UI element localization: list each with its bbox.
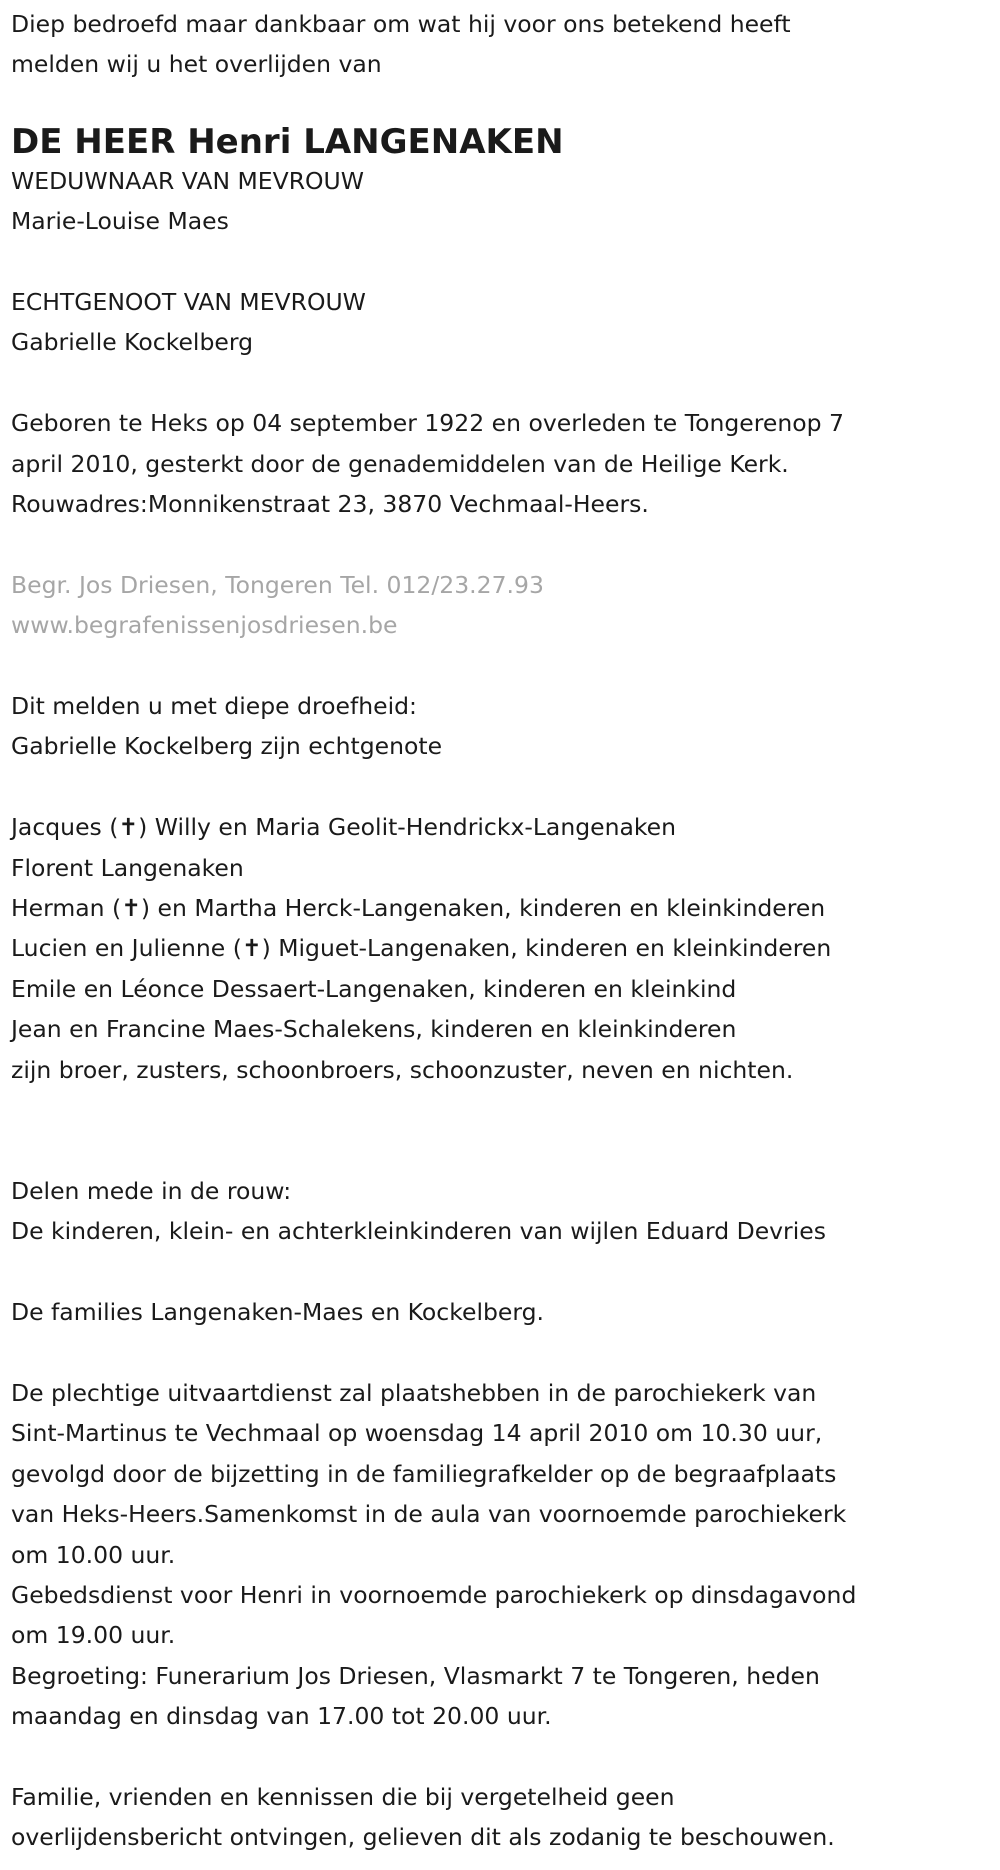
spouse-title: WEDUWNAAR VAN MEVROUW [11,166,364,195]
family-section [11,807,996,1090]
spouse-current-section [11,282,996,363]
intro-line: Diep bedroefd maar dankbaar om wat hij voor ons betekend heeft [11,10,791,38]
closing-section [11,1777,996,1858]
service-line: maandag en dinsdag van 17.00 tot 20.00 uur. [11,1702,552,1731]
service-line: De plechtige uitvaartdienst zal plaatshebben in de parochiekerk van [11,1378,817,1407]
spacer [11,524,996,564]
announce-section [11,686,996,767]
service-line: om 19.00 uur. [11,1621,176,1650]
spacer [11,1332,996,1372]
family-member-line [11,807,996,847]
service-line: van Heks-Heers.Samenkomst in de aula van voornoemde parochiekerk [11,1500,847,1529]
cross-icon: ✝ [118,813,139,842]
cross-icon: ✝ [241,934,262,963]
mourning-section [11,1171,996,1252]
spacer [11,646,996,686]
family-text: ) Miguet-Langenaken, kinderen en kleinkinderen [261,934,832,963]
birth-death-section [11,403,996,524]
closing-line: Familie, vrienden en kennissen die bij vergetelheid geen [11,1782,675,1811]
service-line: gevolgd door de bijzetting in de familiegrafkelder op de begraafplaats [11,1459,837,1488]
deceased-name: DE HEER Henri LANGENAKEN [11,121,564,162]
family-member-line: Emile en Léonce Dessaert-Langenaken, kinderen en kleinkind [11,974,737,1003]
family-member-line: Jean en Francine Maes-Schalekens, kinderen en kleinkinderen [11,1015,737,1044]
family-text: Jacques ( [11,813,119,842]
spacer [11,1737,996,1777]
service-section [11,1373,996,1737]
family-member-line [11,888,996,928]
undertaker-contact: Begr. Jos Driesen, Tongeren Tel. 012/23.27.93 [11,570,544,599]
service-line: Sint-Martinus te Vechmaal op woensdag 14 april 2010 om 10.30 uur, [11,1419,823,1448]
spouse-name: Marie-Louise Maes [11,207,229,236]
family-text: ) en Martha Herck-Langenaken, kinderen en kleinkinderen [140,894,826,923]
spouse-title: ECHTGENOOT VAN MEVROUW [11,288,366,317]
family-text: Lucien en Julienne ( [11,934,242,963]
announce-line: Gabrielle Kockelberg zijn echtgenote [11,732,443,761]
cross-icon: ✝ [121,894,141,923]
intro-section [11,4,996,85]
family-text: Herman ( [11,894,122,923]
closing-line: overlijdensbericht ontvingen, gelieven dit als zodanig te beschouwen. [11,1823,835,1852]
undertaker-section [11,565,996,646]
spacer [11,242,996,282]
birth-death-line: Geboren te Heks op 04 september 1922 en overleden te Tongerenop 7 [11,409,844,438]
service-line: om 10.00 uur. [11,1540,176,1569]
spacer [11,767,996,807]
obituary-notice [11,4,996,1858]
spacer [11,1252,996,1292]
family-text: ) Willy en Maria Geolit-Hendrickx-Langenaken [138,813,677,842]
family-member-line [11,928,996,968]
service-line: Gebedsdienst voor Henri in voornoemde parochiekerk op dinsdagavond [11,1580,857,1609]
family-relatives-line: zijn broer, zusters, schoonbroers, schoonzuster, neven en nichten. [11,1055,794,1084]
spouse-name: Gabrielle Kockelberg [11,328,253,357]
spouse-widower-section [11,161,996,242]
spacer [11,1090,996,1171]
families-line: De families Langenaken-Maes en Kockelberg. [11,1298,544,1327]
mourning-address: Rouwadres:Monnikenstraat 23, 3870 Vechmaal-Heers. [11,490,649,519]
undertaker-website-link[interactable]: www.begrafenissenjosdriesen.be [11,611,398,640]
service-line: Begroeting: Funerarium Jos Driesen, Vlasmarkt 7 te Tongeren, heden [11,1661,820,1690]
announce-line: Dit melden u met diepe droefheid: [11,692,417,721]
mourning-line: De kinderen, klein- en achterkleinkinderen van wijlen Eduard Devries [11,1217,826,1246]
spacer [11,363,996,403]
birth-death-line: april 2010, gesterkt door de genademiddelen van de Heilige Kerk. [11,449,789,478]
mourning-line: Delen mede in de rouw: [11,1176,292,1205]
family-member-line: Florent Langenaken [11,853,244,882]
intro-line: melden wij u het overlijden van [11,50,382,79]
